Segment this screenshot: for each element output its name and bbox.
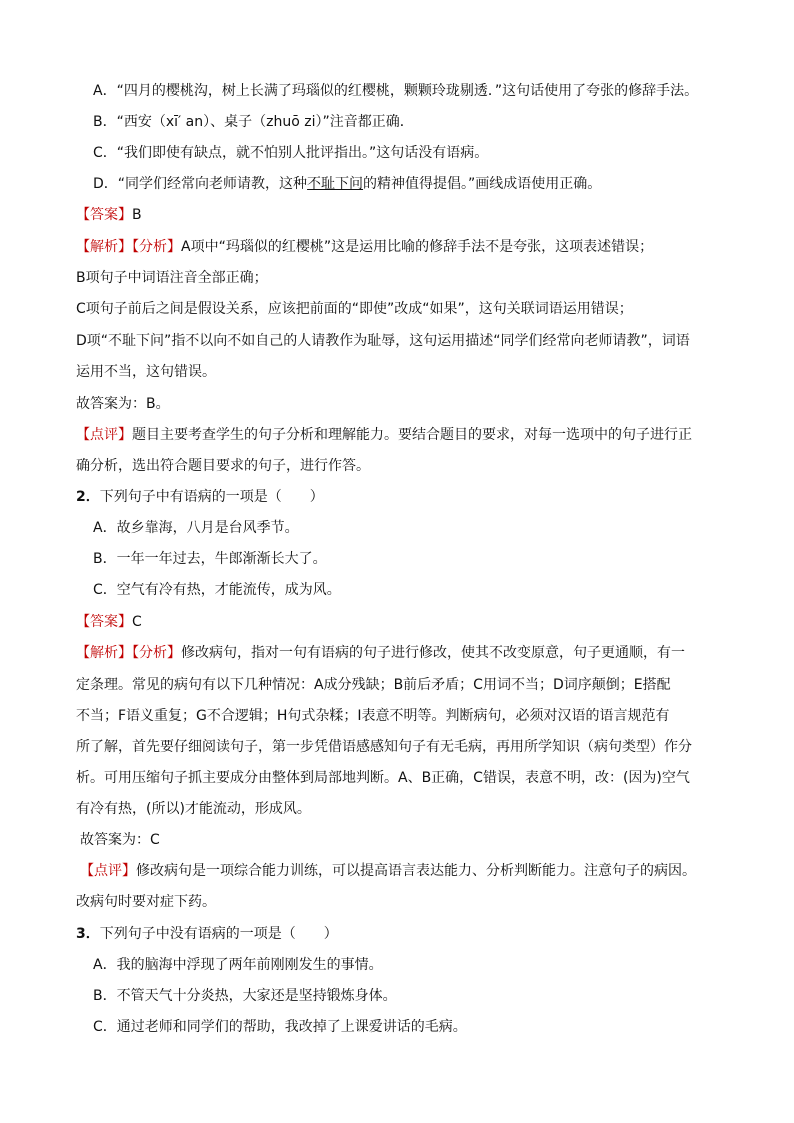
q2-number: 2． [76, 489, 100, 505]
q1-analysis-line-1 [76, 237, 653, 257]
q2-answer-line [76, 612, 142, 632]
q3-number: 3． [76, 926, 100, 942]
q2-option-c: C．空气有冷有热，才能流传，成为风。 [93, 582, 341, 598]
q2-comment-line-1 [80, 861, 696, 881]
q1-analysis-line-3: C项句子前后之间是假设关系，应该把前面的“即使”改成“如果”，这句关联词语运用错误； [76, 301, 633, 317]
q2-final-answer: 故答案为：C [80, 832, 160, 848]
analysis-tag: 【解析】【分析】 [76, 645, 181, 661]
q2-analysis-line-4: 所了解，首先要仔细阅读句子，第一步凭借语感感知句子有无毛病，再用所学知识（病句类型）作分 [76, 739, 692, 755]
q2-analysis-line-6: 有冷有热，(所以)才能流动，形成风。 [76, 801, 311, 817]
q2-analysis-line-1 [76, 643, 685, 663]
q2-analysis-line-3: 不当；F语义重复；G不合逻辑；H句式杂糅；I表意不明等。判断病句，必须对汉语的语言规范有 [76, 708, 670, 724]
answer-tag: 【答案】 [76, 614, 132, 630]
q1-option-c: C．“我们即使有缺点，就不怕别人批评指出。”这句话没有语病。 [93, 145, 489, 161]
q1-option-d [93, 174, 601, 194]
q1-option-b: B．“西安（xī′ an）、桌子（zhuō zi）”注音都正确． [93, 114, 414, 130]
q1-comment-line-1 [76, 425, 692, 445]
q1-final-answer: 故答案为：B。 [76, 396, 170, 412]
q1-option-a: A．“四月的樱桃沟，树上长满了玛瑙似的红樱桃，颗颗玲珑剔透．”这句话使用了夸张的修辞手法。 [93, 83, 699, 99]
q2-analysis-line-2: 定条理。常见的病句有以下几种情况：A成分残缺；B前后矛盾；C用词不当；D词序颠倒；E搭配 [76, 677, 671, 693]
answer-tag: 【答案】 [76, 207, 132, 223]
q3-option-c: C．通过老师和同学们的帮助，我改掉了上课爱讲话的毛病。 [93, 1019, 467, 1035]
q2-analysis-text-1: 修改病句，指对一句有语病的句子进行修改，使其不改变原意，句子更通顺，有一 [181, 645, 685, 661]
q2-answer-value: C [132, 614, 142, 630]
q1-option-d-before: D．“同学们经常向老师请教，这种 [93, 176, 308, 192]
q3-option-a: A．我的脑海中浮现了两年前刚刚发生的事情。 [93, 957, 383, 973]
q1-comment-text-1: 题目主要考查学生的句子分析和理解能力。要结合题目的要求，对每一选项中的句子进行正 [132, 427, 692, 443]
comment-tag: 【点评】 [76, 427, 132, 443]
q1-analysis-text-1: A项中“玛瑙似的红樱桃”这是运用比喻的修辞手法不是夸张，这项表述错误； [181, 239, 654, 255]
q1-analysis-line-5: 运用不当，这句错误。 [76, 364, 216, 380]
q1-answer-value: B [132, 207, 142, 223]
q2-comment-text-1: 修改病句是一项综合能力训练，可以提高语言表达能力、分析判断能力。注意句子的病因。 [136, 863, 696, 879]
q2-stem-text: 下列句子中有语病的一项是（ ） [99, 489, 324, 505]
q1-answer-line [76, 205, 142, 225]
q3-option-b: B．不管天气十分炎热，大家还是坚持锻炼身体。 [93, 988, 397, 1004]
q3-stem [76, 924, 338, 944]
analysis-tag: 【解析】【分析】 [76, 239, 181, 255]
q2-option-b: B．一年一年过去，牛郎渐渐长大了。 [93, 551, 327, 567]
q3-stem-text: 下列句子中没有语病的一项是（ ） [99, 926, 338, 942]
q1-option-d-after: 的精神值得提倡。”画线成语使用正确。 [363, 176, 602, 192]
q1-analysis-line-4: D项“不耻下问”指不以向不如自己的人请教作为耻辱，这句运用描述“同学们经常向老师请教”，词语 [76, 333, 690, 349]
comment-tag: 【点评】 [80, 863, 136, 879]
q1-comment-line-2: 确分析，选出符合题目要求的句子，进行作答。 [76, 458, 370, 474]
q2-comment-line-2: 改病句时要对症下药。 [76, 894, 216, 910]
q2-analysis-line-5: 析。可用压缩句子抓主要成分由整体到局部地判断。A、B正确，C错误，表意不明，改：(因为)空气 [76, 770, 690, 786]
underlined-idiom: 不耻下问 [307, 176, 364, 192]
q1-analysis-line-2: B项句子中词语注音全部正确； [76, 270, 268, 286]
q2-stem [76, 487, 324, 507]
q2-option-a: A．故乡靠海，八月是台风季节。 [93, 520, 299, 536]
